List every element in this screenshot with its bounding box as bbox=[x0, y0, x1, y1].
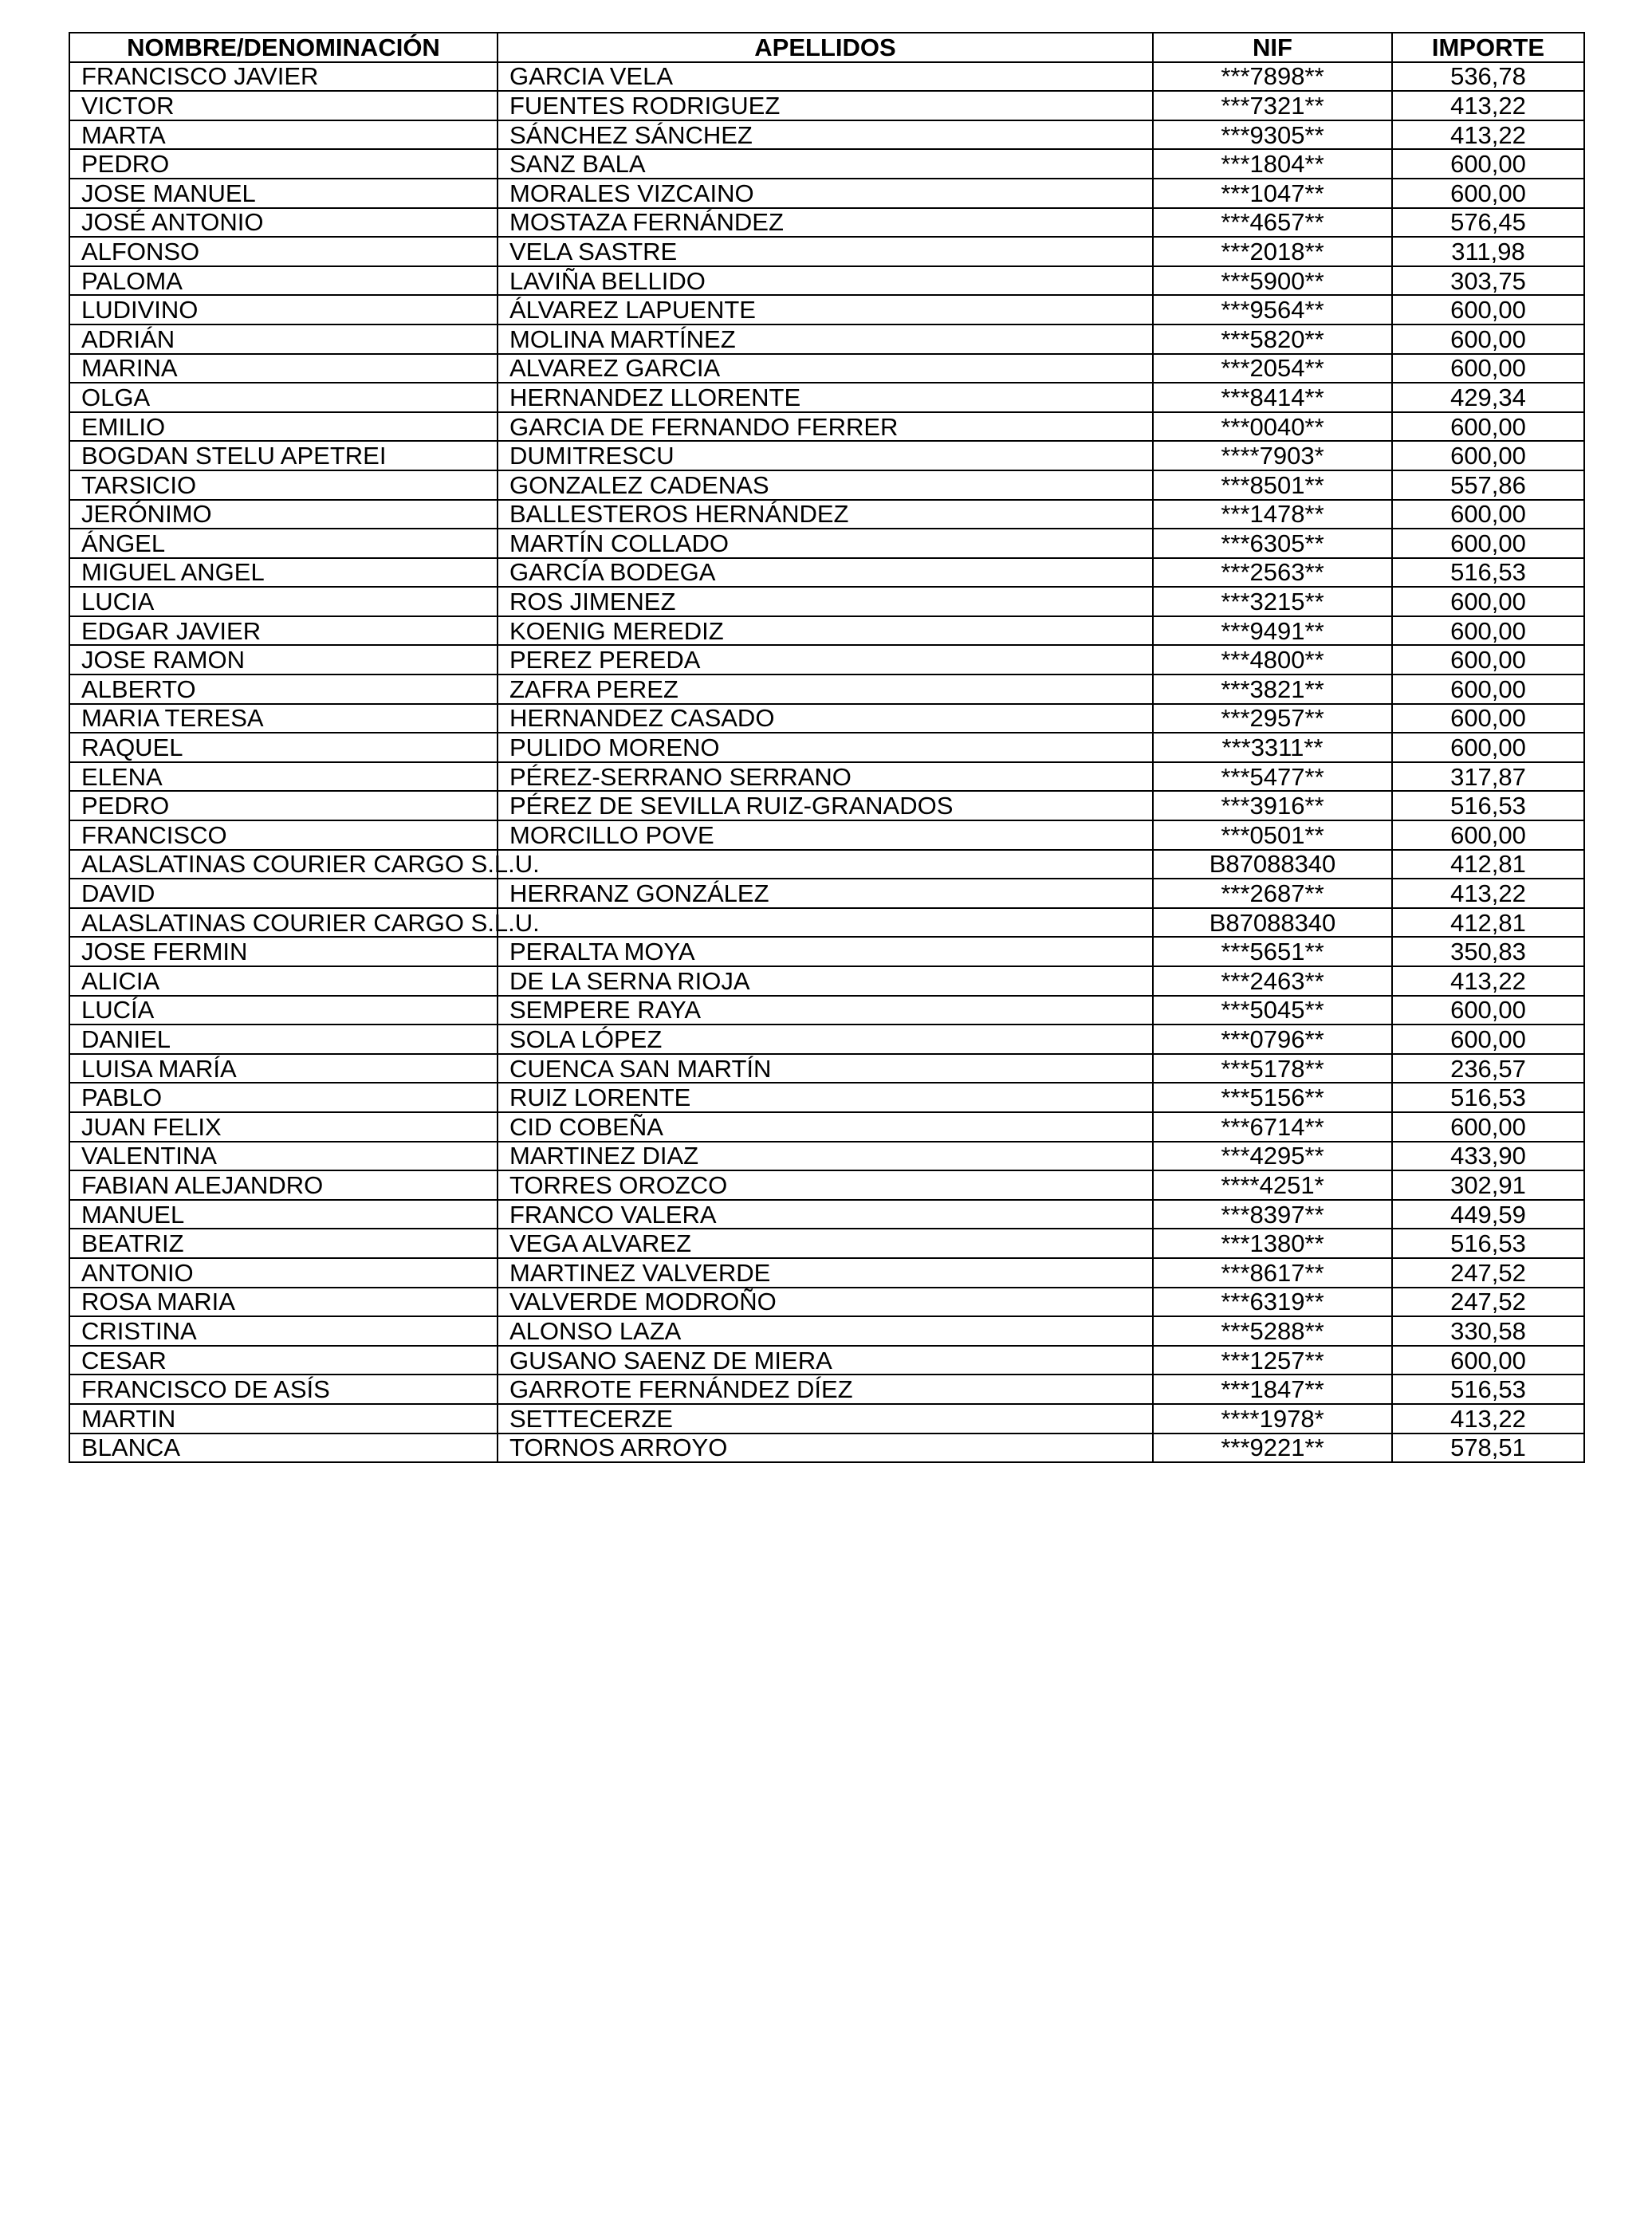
table-row bbox=[69, 470, 1584, 500]
cell-apellidos: SANZ BALA bbox=[498, 149, 1153, 179]
cell-importe: 516,53 bbox=[1392, 1375, 1584, 1404]
cell-importe: 413,22 bbox=[1392, 1404, 1584, 1434]
table-body bbox=[69, 62, 1584, 1463]
table-header bbox=[69, 33, 1584, 62]
cell-apellidos: RUIZ LORENTE bbox=[498, 1083, 1153, 1112]
cell-importe: 600,00 bbox=[1392, 587, 1584, 616]
cell-nif: ***2054** bbox=[1153, 354, 1392, 383]
table-row bbox=[69, 266, 1584, 296]
cell-nombre: MARIA TERESA bbox=[69, 704, 498, 733]
cell-nif: ***9305** bbox=[1153, 120, 1392, 150]
cell-nombre: ÁNGEL bbox=[69, 529, 498, 558]
cell-apellidos: ALVAREZ GARCIA bbox=[498, 354, 1153, 383]
cell-importe: 600,00 bbox=[1392, 1346, 1584, 1375]
cell-nombre: BOGDAN STELU APETREI bbox=[69, 441, 498, 470]
table-row bbox=[69, 616, 1584, 646]
cell-nombre: PALOMA bbox=[69, 266, 498, 296]
cell-importe: 433,90 bbox=[1392, 1142, 1584, 1171]
cell-nombre: VALENTINA bbox=[69, 1142, 498, 1171]
cell-importe: 449,59 bbox=[1392, 1200, 1584, 1229]
cell-importe: 578,51 bbox=[1392, 1434, 1584, 1463]
cell-apellidos: PULIDO MORENO bbox=[498, 733, 1153, 762]
cell-nif: ***7321** bbox=[1153, 91, 1392, 120]
cell-nombre: PEDRO bbox=[69, 791, 498, 820]
table-row bbox=[69, 820, 1584, 850]
cell-nombre: TARSICIO bbox=[69, 470, 498, 500]
cell-importe: 600,00 bbox=[1392, 179, 1584, 208]
cell-nif: ***4657** bbox=[1153, 208, 1392, 238]
cell-nif: ***0040** bbox=[1153, 412, 1392, 442]
table-row bbox=[69, 1112, 1584, 1142]
cell-nombre: ADRIÁN bbox=[69, 324, 498, 354]
table-row bbox=[69, 558, 1584, 588]
table-row bbox=[69, 208, 1584, 238]
table-row bbox=[69, 500, 1584, 529]
table-row bbox=[69, 1258, 1584, 1288]
table-row bbox=[69, 354, 1584, 383]
cell-importe: 412,81 bbox=[1392, 908, 1584, 938]
cell-importe: 413,22 bbox=[1392, 879, 1584, 908]
cell-nombre: ROSA MARIA bbox=[69, 1288, 498, 1317]
cell-nif: ****1978* bbox=[1153, 1404, 1392, 1434]
cell-apellidos: TORNOS ARROYO bbox=[498, 1434, 1153, 1463]
header-apellidos: APELLIDOS bbox=[498, 33, 1153, 62]
cell-nif: ***9491** bbox=[1153, 616, 1392, 646]
table-row bbox=[69, 996, 1584, 1025]
cell-nombre: MIGUEL ANGEL bbox=[69, 558, 498, 588]
cell-apellidos: GARCIA DE FERNANDO FERRER bbox=[498, 412, 1153, 442]
cell-importe: 516,53 bbox=[1392, 558, 1584, 588]
cell-nombre: FRANCISCO JAVIER bbox=[69, 62, 498, 92]
cell-nombre: MANUEL bbox=[69, 1200, 498, 1229]
cell-importe: 429,34 bbox=[1392, 383, 1584, 412]
cell-importe: 302,91 bbox=[1392, 1170, 1584, 1200]
cell-nif: ***1478** bbox=[1153, 500, 1392, 529]
cell-nif: ****4251* bbox=[1153, 1170, 1392, 1200]
header-row bbox=[69, 33, 1584, 62]
cell-nombre: MARTIN bbox=[69, 1404, 498, 1434]
cell-nombre: DAVID bbox=[69, 879, 498, 908]
table-row bbox=[69, 1170, 1584, 1200]
cell-apellidos: FRANCO VALERA bbox=[498, 1200, 1153, 1229]
cell-importe: 247,52 bbox=[1392, 1288, 1584, 1317]
table-row bbox=[69, 91, 1584, 120]
cell-apellidos: GONZALEZ CADENAS bbox=[498, 470, 1153, 500]
cell-importe: 600,00 bbox=[1392, 674, 1584, 704]
cell-nombre: CESAR bbox=[69, 1346, 498, 1375]
table-row bbox=[69, 1288, 1584, 1317]
cell-nombre: ANTONIO bbox=[69, 1258, 498, 1288]
cell-nif: ***8414** bbox=[1153, 383, 1392, 412]
cell-nif: ***0501** bbox=[1153, 820, 1392, 850]
cell-apellidos: PÉREZ-SERRANO SERRANO bbox=[498, 762, 1153, 792]
cell-nombre: ELENA bbox=[69, 762, 498, 792]
table-row bbox=[69, 1375, 1584, 1404]
table-row bbox=[69, 1434, 1584, 1463]
table-row bbox=[69, 908, 1584, 938]
cell-apellidos: HERRANZ GONZÁLEZ bbox=[498, 879, 1153, 908]
cell-nombre: ALFONSO bbox=[69, 237, 498, 266]
cell-importe: 412,81 bbox=[1392, 850, 1584, 879]
cell-nif: ***8501** bbox=[1153, 470, 1392, 500]
cell-nombre: FABIAN ALEJANDRO bbox=[69, 1170, 498, 1200]
table-row bbox=[69, 1200, 1584, 1229]
cell-nombre: ALASLATINAS COURIER CARGO S.L.U. bbox=[69, 908, 498, 938]
cell-importe: 600,00 bbox=[1392, 645, 1584, 674]
table-row bbox=[69, 704, 1584, 733]
cell-importe: 516,53 bbox=[1392, 1229, 1584, 1258]
cell-nombre: JERÓNIMO bbox=[69, 500, 498, 529]
cell-apellidos: KOENIG MEREDIZ bbox=[498, 616, 1153, 646]
cell-apellidos: GARCIA VELA bbox=[498, 62, 1153, 92]
cell-importe: 600,00 bbox=[1392, 441, 1584, 470]
cell-importe: 600,00 bbox=[1392, 616, 1584, 646]
cell-apellidos: MORALES VIZCAINO bbox=[498, 179, 1153, 208]
cell-nombre: ALASLATINAS COURIER CARGO S.L.U. bbox=[69, 850, 498, 879]
cell-nif: ***9564** bbox=[1153, 295, 1392, 324]
table-row bbox=[69, 1316, 1584, 1346]
cell-importe: 413,22 bbox=[1392, 966, 1584, 996]
cell-nif: ***5288** bbox=[1153, 1316, 1392, 1346]
cell-apellidos: SOLA LÓPEZ bbox=[498, 1025, 1153, 1054]
table-row bbox=[69, 937, 1584, 966]
cell-apellidos: PÉREZ DE SEVILLA RUIZ-GRANADOS bbox=[498, 791, 1153, 820]
cell-nombre: JOSE MANUEL bbox=[69, 179, 498, 208]
table-row bbox=[69, 295, 1584, 324]
cell-nombre: BLANCA bbox=[69, 1434, 498, 1463]
cell-nombre: MARINA bbox=[69, 354, 498, 383]
cell-importe: 557,86 bbox=[1392, 470, 1584, 500]
cell-importe: 600,00 bbox=[1392, 704, 1584, 733]
cell-nombre: EDGAR JAVIER bbox=[69, 616, 498, 646]
cell-importe: 600,00 bbox=[1392, 354, 1584, 383]
table-row bbox=[69, 1054, 1584, 1084]
cell-nombre: PABLO bbox=[69, 1083, 498, 1112]
table-row bbox=[69, 879, 1584, 908]
table-row bbox=[69, 1083, 1584, 1112]
cell-importe: 600,00 bbox=[1392, 324, 1584, 354]
cell-nif: ***5900** bbox=[1153, 266, 1392, 296]
cell-nif: ***2957** bbox=[1153, 704, 1392, 733]
cell-nif: ***5178** bbox=[1153, 1054, 1392, 1084]
cell-apellidos: SÁNCHEZ SÁNCHEZ bbox=[498, 120, 1153, 150]
cell-nif: ***8617** bbox=[1153, 1258, 1392, 1288]
table-row bbox=[69, 1404, 1584, 1434]
table-row bbox=[69, 441, 1584, 470]
cell-importe: 303,75 bbox=[1392, 266, 1584, 296]
cell-apellidos: PEREZ PEREDA bbox=[498, 645, 1153, 674]
cell-importe: 536,78 bbox=[1392, 62, 1584, 92]
cell-importe: 600,00 bbox=[1392, 412, 1584, 442]
cell-nombre: LUDIVINO bbox=[69, 295, 498, 324]
table-row bbox=[69, 966, 1584, 996]
cell-importe: 311,98 bbox=[1392, 237, 1584, 266]
header-nombre: NOMBRE/DENOMINACIÓN bbox=[69, 33, 498, 62]
cell-nif: ***7898** bbox=[1153, 62, 1392, 92]
cell-apellidos: ÁLVAREZ LAPUENTE bbox=[498, 295, 1153, 324]
cell-importe: 317,87 bbox=[1392, 762, 1584, 792]
cell-nif: ***1804** bbox=[1153, 149, 1392, 179]
cell-apellidos: BALLESTEROS HERNÁNDEZ bbox=[498, 500, 1153, 529]
cell-apellidos: ROS JIMENEZ bbox=[498, 587, 1153, 616]
cell-importe: 600,00 bbox=[1392, 500, 1584, 529]
cell-nombre: BEATRIZ bbox=[69, 1229, 498, 1258]
table-row bbox=[69, 529, 1584, 558]
cell-nif: ***5045** bbox=[1153, 996, 1392, 1025]
table-row bbox=[69, 674, 1584, 704]
cell-nif: ***3821** bbox=[1153, 674, 1392, 704]
table-row bbox=[69, 587, 1584, 616]
cell-apellidos: DUMITRESCU bbox=[498, 441, 1153, 470]
cell-nombre: JOSE FERMIN bbox=[69, 937, 498, 966]
table-row bbox=[69, 1229, 1584, 1258]
cell-importe: 600,00 bbox=[1392, 149, 1584, 179]
cell-importe: 600,00 bbox=[1392, 529, 1584, 558]
table-row bbox=[69, 1142, 1584, 1171]
cell-apellidos: TORRES OROZCO bbox=[498, 1170, 1153, 1200]
cell-apellidos: CUENCA SAN MARTÍN bbox=[498, 1054, 1153, 1084]
cell-nif: ***3215** bbox=[1153, 587, 1392, 616]
cell-nombre: ALBERTO bbox=[69, 674, 498, 704]
cell-nif: ***3916** bbox=[1153, 791, 1392, 820]
cell-nif: ***1380** bbox=[1153, 1229, 1392, 1258]
table-row bbox=[69, 237, 1584, 266]
cell-nif: ***2018** bbox=[1153, 237, 1392, 266]
cell-apellidos: GARCÍA BODEGA bbox=[498, 558, 1153, 588]
cell-nombre: OLGA bbox=[69, 383, 498, 412]
cell-nif: ***6305** bbox=[1153, 529, 1392, 558]
cell-apellidos: MARTINEZ VALVERDE bbox=[498, 1258, 1153, 1288]
table-row bbox=[69, 149, 1584, 179]
cell-apellidos: ZAFRA PEREZ bbox=[498, 674, 1153, 704]
cell-nif: ***1847** bbox=[1153, 1375, 1392, 1404]
cell-nombre: MARTA bbox=[69, 120, 498, 150]
cell-nombre: RAQUEL bbox=[69, 733, 498, 762]
cell-apellidos: MOLINA MARTÍNEZ bbox=[498, 324, 1153, 354]
cell-apellidos: SETTECERZE bbox=[498, 1404, 1153, 1434]
cell-apellidos: SEMPERE RAYA bbox=[498, 996, 1153, 1025]
header-importe: IMPORTE bbox=[1392, 33, 1584, 62]
table-row bbox=[69, 762, 1584, 792]
cell-nif: ***8397** bbox=[1153, 1200, 1392, 1229]
cell-importe: 413,22 bbox=[1392, 91, 1584, 120]
cell-apellidos: VALVERDE MODROÑO bbox=[498, 1288, 1153, 1317]
cell-importe: 600,00 bbox=[1392, 295, 1584, 324]
table-row bbox=[69, 412, 1584, 442]
cell-nif: ***5156** bbox=[1153, 1083, 1392, 1112]
cell-nif: ***6319** bbox=[1153, 1288, 1392, 1317]
cell-apellidos: MOSTAZA FERNÁNDEZ bbox=[498, 208, 1153, 238]
cell-nombre: JUAN FELIX bbox=[69, 1112, 498, 1142]
cell-apellidos: GUSANO SAENZ DE MIERA bbox=[498, 1346, 1153, 1375]
cell-nombre: LUCÍA bbox=[69, 996, 498, 1025]
header-nif: NIF bbox=[1153, 33, 1392, 62]
cell-apellidos: VEGA ALVAREZ bbox=[498, 1229, 1153, 1258]
cell-nif: ***2687** bbox=[1153, 879, 1392, 908]
table-row bbox=[69, 179, 1584, 208]
cell-nif: ***9221** bbox=[1153, 1434, 1392, 1463]
table-row bbox=[69, 645, 1584, 674]
cell-apellidos: MARTINEZ DIAZ bbox=[498, 1142, 1153, 1171]
cell-nif: ***1047** bbox=[1153, 179, 1392, 208]
table-row bbox=[69, 1346, 1584, 1375]
cell-nombre: JOSE RAMON bbox=[69, 645, 498, 674]
cell-nif: ***2563** bbox=[1153, 558, 1392, 588]
table-row bbox=[69, 120, 1584, 150]
cell-importe: 247,52 bbox=[1392, 1258, 1584, 1288]
cell-apellidos: HERNANDEZ CASADO bbox=[498, 704, 1153, 733]
cell-nif: ***0796** bbox=[1153, 1025, 1392, 1054]
cell-apellidos bbox=[498, 908, 1153, 938]
cell-importe: 576,45 bbox=[1392, 208, 1584, 238]
cell-nif: ****7903* bbox=[1153, 441, 1392, 470]
cell-apellidos bbox=[498, 850, 1153, 879]
cell-nombre: FRANCISCO bbox=[69, 820, 498, 850]
cell-apellidos: LAVIÑA BELLIDO bbox=[498, 266, 1153, 296]
cell-nif: ***1257** bbox=[1153, 1346, 1392, 1375]
table-row bbox=[69, 1025, 1584, 1054]
beneficiaries-table bbox=[69, 32, 1585, 1463]
cell-nif: ***5477** bbox=[1153, 762, 1392, 792]
cell-importe: 600,00 bbox=[1392, 1112, 1584, 1142]
cell-nombre: LUISA MARÍA bbox=[69, 1054, 498, 1084]
table-row bbox=[69, 733, 1584, 762]
cell-nif: ***4800** bbox=[1153, 645, 1392, 674]
cell-nif: ***4295** bbox=[1153, 1142, 1392, 1171]
cell-importe: 516,53 bbox=[1392, 791, 1584, 820]
cell-importe: 350,83 bbox=[1392, 937, 1584, 966]
cell-nombre: VICTOR bbox=[69, 91, 498, 120]
table-row bbox=[69, 324, 1584, 354]
cell-nombre: DANIEL bbox=[69, 1025, 498, 1054]
table-row bbox=[69, 383, 1584, 412]
cell-nif: B87088340 bbox=[1153, 908, 1392, 938]
cell-nombre: JOSÉ ANTONIO bbox=[69, 208, 498, 238]
cell-importe: 330,58 bbox=[1392, 1316, 1584, 1346]
cell-apellidos: MARTÍN COLLADO bbox=[498, 529, 1153, 558]
cell-nombre: FRANCISCO DE ASÍS bbox=[69, 1375, 498, 1404]
cell-apellidos: DE LA SERNA RIOJA bbox=[498, 966, 1153, 996]
cell-nif: ***6714** bbox=[1153, 1112, 1392, 1142]
cell-nombre: ALICIA bbox=[69, 966, 498, 996]
table-row bbox=[69, 791, 1584, 820]
cell-importe: 600,00 bbox=[1392, 1025, 1584, 1054]
cell-nif: ***2463** bbox=[1153, 966, 1392, 996]
cell-nif: ***5820** bbox=[1153, 324, 1392, 354]
cell-nombre: PEDRO bbox=[69, 149, 498, 179]
cell-importe: 516,53 bbox=[1392, 1083, 1584, 1112]
cell-apellidos: VELA SASTRE bbox=[498, 237, 1153, 266]
cell-importe: 236,57 bbox=[1392, 1054, 1584, 1084]
cell-nif: B87088340 bbox=[1153, 850, 1392, 879]
cell-importe: 600,00 bbox=[1392, 820, 1584, 850]
cell-importe: 600,00 bbox=[1392, 996, 1584, 1025]
cell-nombre: CRISTINA bbox=[69, 1316, 498, 1346]
cell-nif: ***5651** bbox=[1153, 937, 1392, 966]
table-row bbox=[69, 850, 1584, 879]
cell-apellidos: GARROTE FERNÁNDEZ DÍEZ bbox=[498, 1375, 1153, 1404]
cell-apellidos: CID COBEÑA bbox=[498, 1112, 1153, 1142]
cell-apellidos: FUENTES RODRIGUEZ bbox=[498, 91, 1153, 120]
cell-apellidos: ALONSO LAZA bbox=[498, 1316, 1153, 1346]
cell-nombre: LUCIA bbox=[69, 587, 498, 616]
cell-importe: 413,22 bbox=[1392, 120, 1584, 150]
cell-nif: ***3311** bbox=[1153, 733, 1392, 762]
cell-apellidos: PERALTA MOYA bbox=[498, 937, 1153, 966]
cell-apellidos: MORCILLO POVE bbox=[498, 820, 1153, 850]
table-row bbox=[69, 62, 1584, 92]
cell-apellidos: HERNANDEZ LLORENTE bbox=[498, 383, 1153, 412]
cell-nombre: EMILIO bbox=[69, 412, 498, 442]
cell-importe: 600,00 bbox=[1392, 733, 1584, 762]
